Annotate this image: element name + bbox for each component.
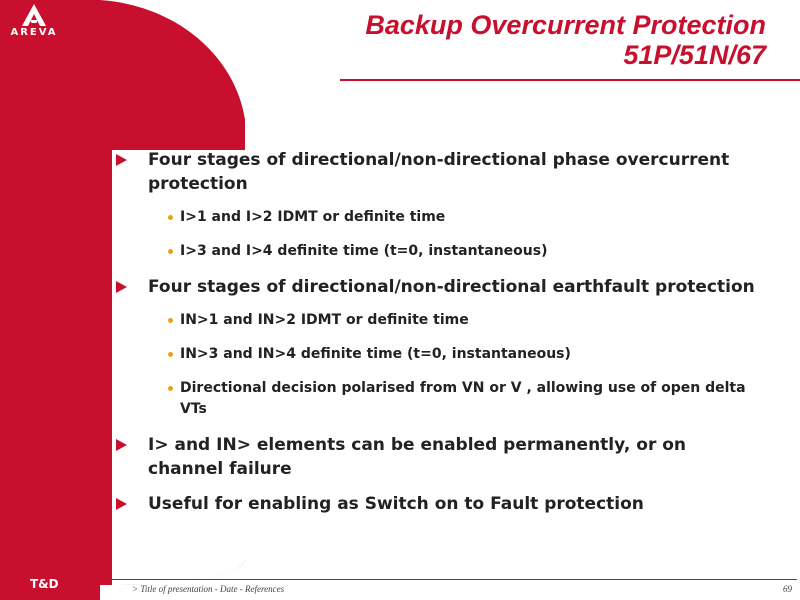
sub-bullet-2-1 [112,310,762,331]
title-line-2: 51P/51N/67 [623,40,766,70]
arrow-bullet-icon [116,439,127,451]
sub-bullet-2-3 [112,378,762,420]
bullet-1 [112,148,762,196]
title-rule [340,79,800,81]
page-number: 69 [783,584,792,594]
areva-a-icon [22,4,46,26]
bullet-3 [112,433,762,481]
sub-bullet-text: IN>3 and IN>4 definite time (t=0, instantaneous) [180,346,571,362]
dot-bullet-icon [168,215,173,220]
arrow-bullet-icon [116,498,127,510]
bullet-text: Useful for enabling as Switch on to Fault protection [148,494,644,514]
dot-bullet-icon [168,352,173,357]
sub-bullet-2-2 [112,344,762,365]
footer-reference: > Title of presentation - Date - References [132,584,285,594]
dot-bullet-icon [168,386,173,391]
sub-bullet-1-1 [112,207,762,228]
slide-title [365,10,766,70]
slide-content [112,148,762,527]
division-label: T&D [30,577,59,591]
sub-bullet-text: I>1 and I>2 IDMT or definite time [180,209,446,225]
sub-bullet-text: Directional decision polarised from VN or V , allowing use of open delta VTs [180,380,746,417]
sub-bullet-text: I>3 and I>4 definite time (t=0, instantaneous) [180,243,548,259]
sub-bullet-1-2 [112,241,762,262]
title-line-1: Backup Overcurrent Protection [365,10,766,40]
bullet-2 [112,275,762,299]
logo-text: AREVA [10,27,58,38]
bullet-4 [112,492,762,516]
arrow-bullet-icon [116,154,127,166]
bullet-text: Four stages of directional/non-directional phase overcurrent protection [148,150,730,194]
bullet-text: Four stages of directional/non-directional earthfault protection [148,277,755,297]
footer-rule [112,579,797,580]
dot-bullet-icon [168,318,173,323]
arrow-bullet-icon [116,281,127,293]
bullet-text: I> and IN> elements can be enabled permanently, or on channel failure [148,435,687,479]
sub-bullet-text: IN>1 and IN>2 IDMT or definite time [180,312,469,328]
areva-logo [4,4,64,46]
dot-bullet-icon [168,249,173,254]
